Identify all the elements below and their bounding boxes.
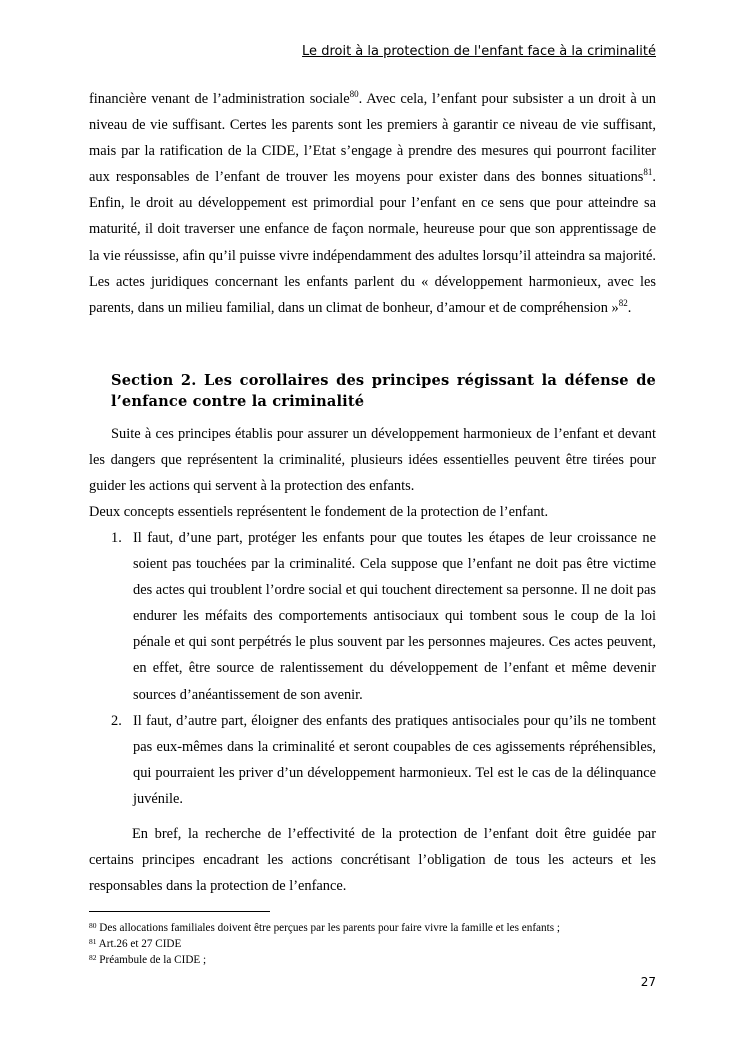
footnote <box>89 935 560 951</box>
numbered-list <box>89 525 656 812</box>
list-item-number: 1. <box>111 530 122 546</box>
page-number: 27 <box>640 975 656 989</box>
body-paragraph-3: Deux concepts essentiels représentent le fondement de la protection de l’enfant. <box>89 504 549 520</box>
footnote-separator <box>89 911 270 912</box>
list-item-number: 2. <box>111 712 122 729</box>
running-header: Le droit à la protection de l'enfant face à la criminalité <box>302 44 656 59</box>
footnote-number: 82 <box>89 953 97 962</box>
list-item-text: Il faut, d’une part, protéger les enfants pour que toutes les étapes de leur croissance ne soient pas touchées par la criminalité. Cela suppose que l’enfant ne doit pas être victime des actes qui troublent l’ordre social et qui touchent directement sa personne. Il ne doit pas endurer les méfaits des comportements antisociaux qui tombent sous le coup de la loi pénale et qui sont perpétrés le plus souvent par les personnes majeures. Ces actes peuvent, en effet, être source de ralentissement du développement de l’enfant et même devenir sources d’anéantissement de son avenir. <box>133 530 656 703</box>
footnote-ref-80[interactable]: 80 <box>349 89 359 99</box>
footnote-text: Art.26 et 27 CIDE <box>96 938 182 950</box>
footnote-number: 81 <box>89 937 97 946</box>
paragraph-text: financière venant de l’administration sociale <box>89 91 350 107</box>
footnote-ref-82[interactable]: 82 <box>618 297 628 308</box>
body-paragraph-1 <box>89 86 656 321</box>
body-paragraph-4: En bref, la recherche de l’effectivité de la protection de l’enfant doit être guidée par certains principes encadrant les actions concrétisant l’obligation de tous les acteurs et les responsables dans la protection de l’enfance. <box>89 826 656 895</box>
list-item <box>89 708 656 812</box>
footnote <box>89 919 560 935</box>
paragraph-text: . <box>627 299 632 316</box>
section-heading: Section 2. Les corollaires des principes régissant la défense de l’enfance contre la criminalité <box>111 372 656 410</box>
footnote-text: Préambule de la CIDE ; <box>96 954 207 966</box>
footnotes <box>89 919 560 967</box>
footnote-text: Des allocations familiales doivent être perçues par les parents pour faire vivre la famille et les enfants ; <box>96 922 560 934</box>
paragraph-text: . Enfin, le droit au développement est primordial pour l’enfant en ce sens que pour atteindre sa maturité, il doit traverser une enfance de façon normale, heureuse pour que son apprentissage de la vie réussisse, afin qu’il puisse vivre indépendamment des adultes lorsqu’il atteindra sa majorité. Les actes juridiques concernant les enfants parlent du « développement harmonieux, avec les parents, dans un milieu familial, dans un climat de bonheur, d’amour et de compréhension » <box>89 169 656 316</box>
footnote-ref-81[interactable]: 81 <box>643 167 653 178</box>
paragraph-text: . Avec cela, l’enfant pour subsister a un droit à un niveau de vie suffisant. Certes les parents sont les premiers à garantir ce niveau de vie suffisant, mais par la ratification de la CIDE, l’Etat s’engage à prendre des mesures qui pourront faciliter aux responsables de l’enfant de trouver les moyens pour exister dans des bonnes situations <box>89 91 657 186</box>
footnote-number: 80 <box>89 921 97 930</box>
footnote <box>89 951 560 967</box>
list-item <box>89 525 656 708</box>
list-item-text: Il faut, d’autre part, éloigner des enfants des pratiques antisociales pour qu’ils ne tombent pas eux-mêmes dans la criminalité et seront coupables de ces agissements répréhensibles, qui pourraient les priver d’un développement harmonieux. Tel est le cas de la délinquance juvénile. <box>133 712 656 807</box>
body-paragraph-2: Suite à ces principes établis pour assurer un développement harmonieux de l’enfant et devant les dangers que représentent la criminalité, plusieurs idées essentielles peuvent être tirées pour guider les actions qui servent à la protection des enfants. <box>89 426 656 495</box>
